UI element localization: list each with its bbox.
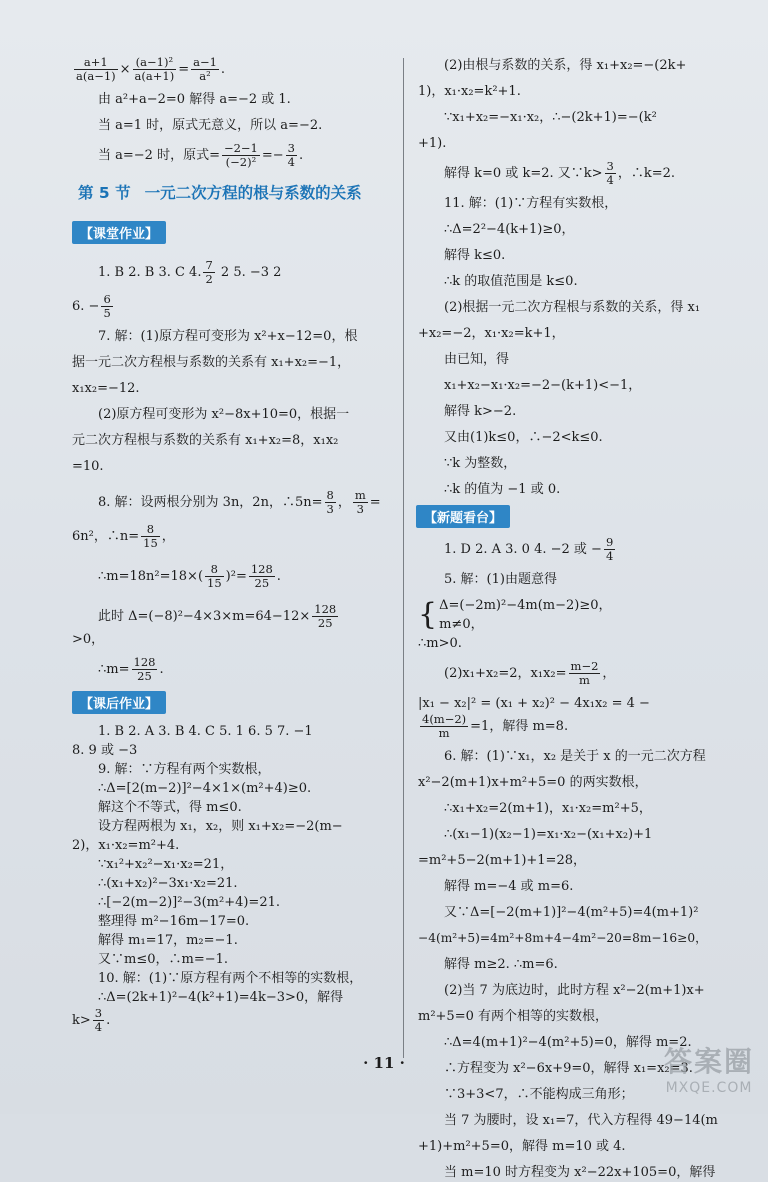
text-line: +1)+m²+5=0，解得 m=10 或 4. <box>418 1139 626 1154</box>
text-line: ∴m>0. <box>418 636 462 651</box>
text-line: (2)x₁+x₂=2，x₁x₂= $\frac{m-2}{m}$ ， <box>444 659 616 687</box>
text-line: ∴Δ=[2(m−2)]²−4×1×(m²+4)≥0. <box>98 781 312 796</box>
text-line: ∴Δ=(2k+1)²−4(k²+1)=4k−3>0，解得 <box>98 990 344 1005</box>
text-line: ∴(x₁−1)(x₂−1)=x₁·x₂−(x₁+x₂)+1 <box>444 827 653 842</box>
text-line: 由已知，得 <box>444 352 510 367</box>
text-line: 整理得 m²−16m−17=0. <box>98 914 250 929</box>
text-line: 1)，x₁·x₂=k²+1. <box>418 84 521 99</box>
text-line: ∴(x₁+x₂)²−3x₁·x₂=21. <box>98 876 238 891</box>
text-line: 解得 m=−4 或 m=6. <box>444 879 574 894</box>
answers-line: 6. − $\frac{6}{5}$ <box>72 292 111 320</box>
text-line: ∴m=18n²=18×( $\frac{8}{15}$ )²= $\frac{128}{25}$ . <box>98 562 281 590</box>
text-line: 又由(1)k≤0，∴−2<k≤0. <box>444 430 603 445</box>
answers-line: 1. B 2. B 3. C 4. $\frac{7}{2}$ 2 5. −3 2 <box>98 258 282 286</box>
text-line: ∴m= $\frac{128}{25}$ . <box>98 655 164 683</box>
tag-homework: 【课后作业】 <box>72 691 166 714</box>
fraction: $\frac{a-1}{\text{a²}}$ <box>193 55 217 83</box>
text-line: 解得 m≥2. ∴m=6. <box>444 957 558 972</box>
text-line: 解得 k>−2. <box>444 404 517 419</box>
text-line: ∴k 的值为 −1 或 0. <box>444 482 561 497</box>
text-line: ∴方程变为 x²−6x+9=0，解得 x₁=x₂=3. <box>444 1061 693 1076</box>
text-line: 7. 解：(1)原方程可变形为 x²+x−12=0，根 <box>98 329 358 344</box>
watermark-logo: 答案圈 MXQE.COM <box>663 1045 754 1096</box>
text-line: =m²+5−2(m+1)+1=28， <box>418 853 586 868</box>
text-line: 当 m=10 时方程变为 x²−22x+105=0，解得 <box>444 1165 716 1180</box>
text-line: 5. 解：(1)由题意得 <box>444 572 557 587</box>
text-line: 又∵Δ=[−2(m+1)]²−4(m²+5)=4(m+1)² <box>444 905 699 920</box>
text-line: 8. 解：设两根分别为 3n，2n，∴5n= $\frac{8}{3}$ ， $\frac{m}{3}$ = <box>98 488 381 516</box>
text-line: (2)由根与系数的关系，得 x₁+x₂=−(2k+ <box>444 58 687 73</box>
text-line: 2)，x₁·x₂=m²+4. <box>72 838 180 853</box>
text-line: ∵3+3<7，∴不能构成三角形； <box>444 1087 634 1102</box>
text-line: ∴Δ=2²−4(k+1)≥0， <box>444 222 575 237</box>
text-line: 解得 k=0 或 k=2. 又∵k> $\frac{3}{4}$ ，∴k=2. <box>444 159 676 187</box>
text-line: 又∵m≤0，∴m=−1. <box>98 952 229 967</box>
page-number: · 11 · <box>363 1054 405 1072</box>
right-column <box>418 56 740 1182</box>
text-line: +x₂=−2，x₁·x₂=k+1， <box>418 326 565 341</box>
text-line: $\frac{4(m-2)}{m}$ =1，解得 m=8. <box>422 712 569 740</box>
section-title: 第 5 节 一元二次方程的根与系数的关系 <box>78 184 362 202</box>
text-line: +1). <box>418 136 447 151</box>
text-line: 解得 k≤0. <box>444 248 506 263</box>
answers-line: 1. B 2. A 3. B 4. C 5. 1 6. 5 7. −1 <box>98 724 313 739</box>
text-line: (2)当 7 为底边时，此时方程 x²−2(m+1)x+ <box>444 983 705 998</box>
text-line: |x₁ − x₂|² = (x₁ + x₂)² − 4x₁x₂ = 4 − <box>418 696 650 711</box>
text-line: =10. <box>72 459 104 474</box>
text-line: ∴x₁+x₂=2(m+1)，x₁·x₂=m²+5， <box>444 801 652 816</box>
text-line: 解这个不等式，得 m≤0. <box>98 800 242 815</box>
text-line: 当 a=−2 时，原式= $\frac{-2-1}{\text{(−2)²}}$ =− $\frac{3}{4}$ . <box>98 141 304 169</box>
column-divider <box>403 58 404 1058</box>
fraction: $\frac{\text{(a−1)²}}{a(a+1)}$ <box>134 55 175 83</box>
system-of-conditions: { Δ=(−2m)²−4m(m−2)≥0， m≠0， <box>418 597 612 632</box>
text-line: 当 7 为腰时，设 x₁=7，代入方程得 49−14(m <box>444 1113 718 1128</box>
text-line: 由 a²+a−2=0 解得 a=−2 或 1. <box>98 92 291 107</box>
text-line: ∴[−2(m−2)]²−3(m²+4)=21. <box>98 895 280 910</box>
text-line: 当 a=1 时，原式无意义，所以 a=−2. <box>98 118 323 133</box>
tag-classwork: 【课堂作业】 <box>72 221 166 244</box>
text-line: x₁x₂=−12. <box>72 381 140 396</box>
intro-fraction-line: $\frac{a+1}{a(a-1)}$ × $\frac{\text{(a−1)²}}{a(a+1)}$ = $\frac{a-1}{\text{a²}}$ . <box>76 55 226 83</box>
text-line: 设方程两根为 x₁，x₂，则 x₁+x₂=−2(m− <box>98 819 343 834</box>
text-line: ∴k 的取值范围是 k≤0. <box>444 274 578 289</box>
text-line: 9. 解：∵方程有两个实数根， <box>98 762 271 777</box>
text-line: m²+5=0 有两个相等的实数根， <box>418 1009 608 1024</box>
brace: { <box>418 597 438 632</box>
fraction: $\frac{a+1}{a(a-1)}$ <box>76 55 116 83</box>
text-line: −4(m²+5)=4m²+8m+4−4m²−20=8m−16≥0， <box>418 931 708 945</box>
tag-new-problems: 【新题看台】 <box>416 505 510 528</box>
text-line: 6. 解：(1)∵x₁，x₂ 是关于 x 的一元二次方程 <box>444 749 706 764</box>
text-line: >0， <box>72 632 105 647</box>
text-line: 此时 Δ=(−8)²−4×3×m=64−12× $\frac{128}{25}$ <box>98 602 337 630</box>
answers-line: 8. 9 或 −3 <box>72 743 138 758</box>
text-line: k> $\frac{3}{4}$ . <box>72 1006 111 1034</box>
text-line: x²−2(m+1)x+m²+5=0 的两实数根， <box>418 775 648 790</box>
left-column <box>72 56 394 1034</box>
text-line: 11. 解：(1)∵方程有实数根， <box>444 196 618 211</box>
text-line: ∴Δ=4(m+1)²−4(m²+5)=0，解得 m=2. <box>444 1035 692 1050</box>
text-line: ∵x₁²+x₂²−x₁·x₂=21， <box>98 857 234 872</box>
text-line: 解得 m₁=17，m₂=−1. <box>98 933 238 948</box>
text-line: 10. 解：(1)∵原方程有两个不相等的实数根， <box>98 971 363 986</box>
text-line: ∵x₁+x₂=−x₁·x₂，∴−(2k+1)=−(k² <box>444 110 657 125</box>
text-line: (2)根据一元二次方程根与系数的关系，得 x₁ <box>444 300 701 315</box>
text-line: x₁+x₂−x₁·x₂=−2−(k+1)<−1， <box>444 378 642 393</box>
answers-line: 1. D 2. A 3. 0 4. −2 或 − $\frac{9}{4}$ <box>444 535 614 563</box>
text-line: ∵k 为整数， <box>444 456 517 471</box>
text-line: 据一元二次方程根与系数的关系有 x₁+x₂=−1， <box>72 355 351 370</box>
text-line: 6n²，∴n= $\frac{8}{15}$ ， <box>72 522 175 550</box>
text-line: 元二次方程根与系数的关系有 x₁+x₂=8，x₁x₂ <box>72 433 339 448</box>
text-line: (2)原方程可变形为 x²−8x+10=0，根据一 <box>98 407 350 422</box>
